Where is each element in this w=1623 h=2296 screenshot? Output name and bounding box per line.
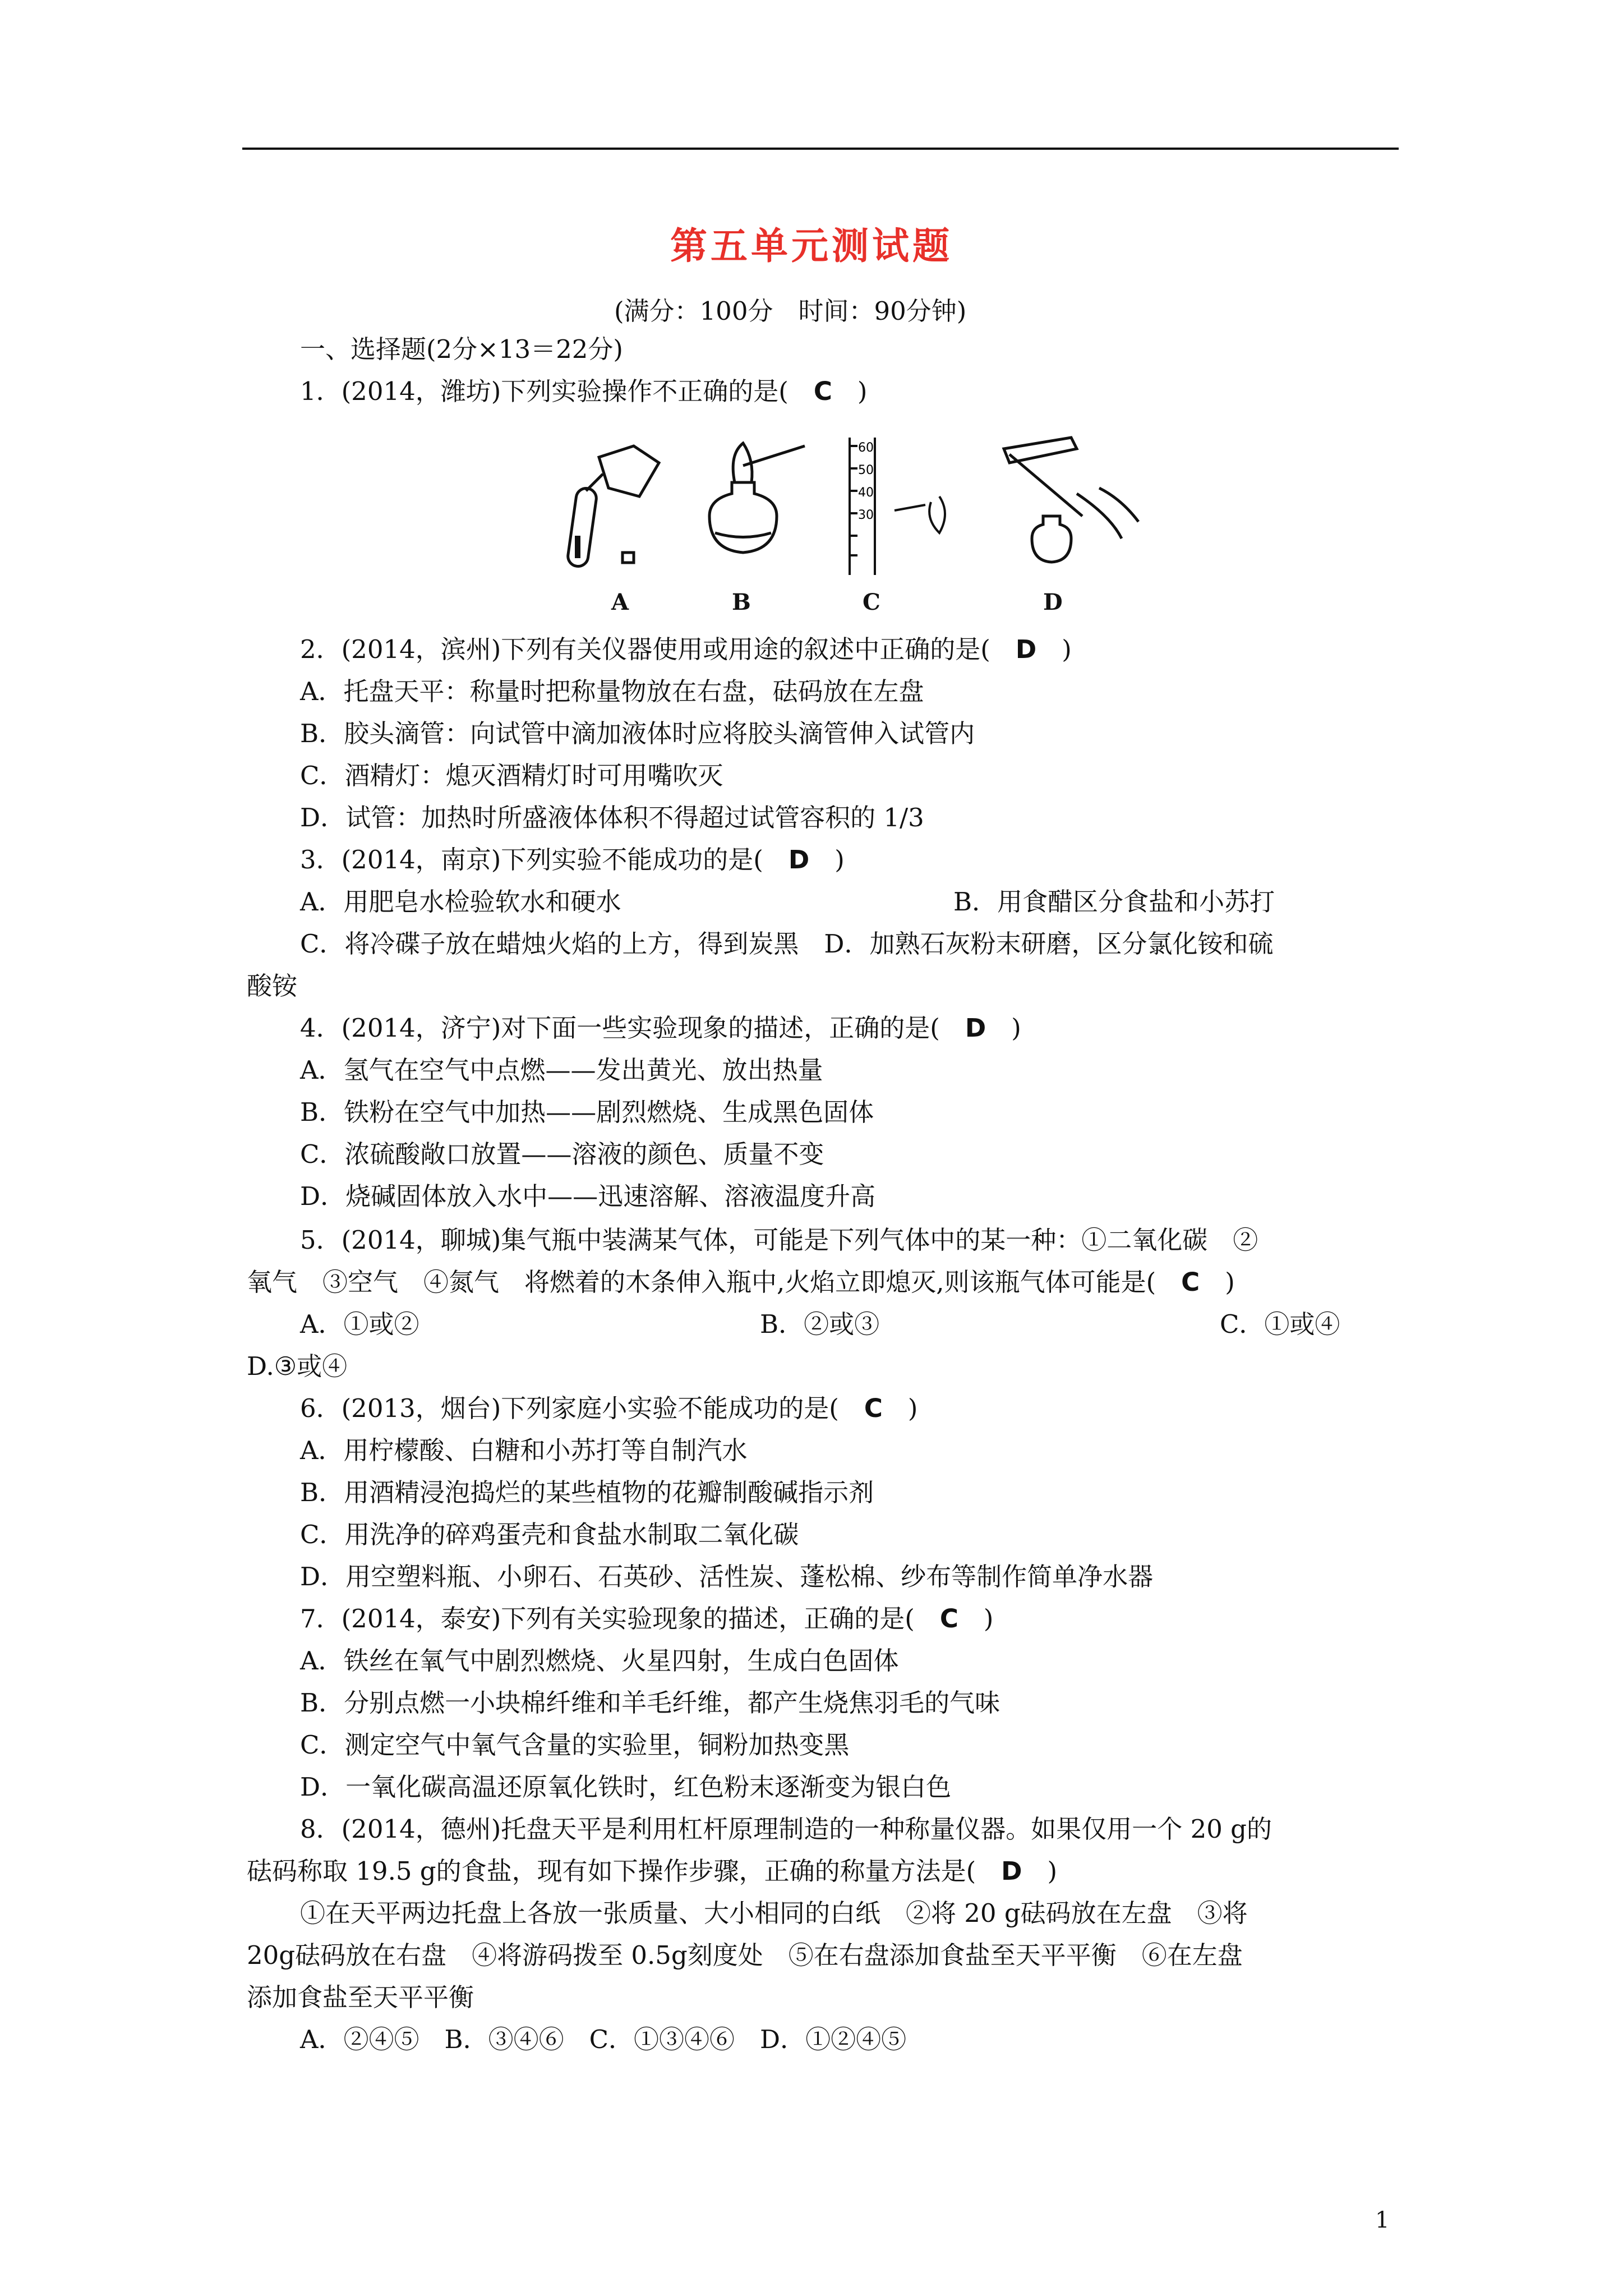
option-c: C．测定空气中氧气含量的实验里，铜粉加热变黑 <box>300 1730 850 1760</box>
question-8-steps-line2: 20g砝码放在右盘 ④将游码拨至 0.5g刻度处 ⑤在右盘添加食盐至天平平衡 ⑥在左盘 <box>247 1940 1243 1970</box>
answer-mark: D <box>965 1013 986 1043</box>
scale-tick-30: 30 <box>858 508 874 522</box>
question-7 <box>300 1604 994 1634</box>
scale-tick-60: 60 <box>858 441 874 455</box>
question-8-steps-line1: ①在天平两边托盘上各放一张质量、大小相同的白纸 ②将 20 g砝码放在左盘 ③将 <box>300 1898 1248 1928</box>
section-heading: 一、选择题(2分×13＝22分) <box>300 334 623 364</box>
question-stem: 3．(2014，南京)下列实验不能成功的是( <box>300 845 789 875</box>
page-title: 第五单元测试题 <box>670 224 953 268</box>
option-b: B．②或③ <box>760 1309 880 1339</box>
option-d: D.③或④ <box>247 1351 348 1381</box>
scale-tick-50: 50 <box>858 463 874 477</box>
answer-mark: C <box>1181 1267 1200 1297</box>
option-c: C．用洗净的碎鸡蛋壳和食盐水制取二氧化碳 <box>300 1520 799 1549</box>
option-b: B．用酒精浸泡捣烂的某些植物的花瓣制酸碱指示剂 <box>300 1478 874 1507</box>
paren-close: ) <box>882 1393 918 1423</box>
option-b: B．分别点燃一小块棉纤维和羊毛纤维，都产生烧焦羽毛的气味 <box>300 1688 1000 1718</box>
answer-mark: C <box>813 376 832 406</box>
question-1 <box>300 376 868 406</box>
figure-label-c: C <box>863 589 880 615</box>
question-8-line1: 8．(2014，德州)托盘天平是利用杠杆原理制造的一种称量仪器。如果仅用一个 20 g的 <box>300 1814 1272 1844</box>
question-2 <box>300 634 1072 664</box>
figure-label-a: A <box>611 589 629 615</box>
option-d: D．烧碱固体放入水中——迅速溶解、溶液温度升高 <box>300 1181 876 1211</box>
subtitle: (满分：100分 时间：90分钟) <box>614 296 967 326</box>
question-stem: 2．(2014，滨州)下列有关仪器使用或用途的叙述中正确的是( <box>300 634 1016 664</box>
question-stem: 1．(2014，潍坊)下列实验操作不正确的是( <box>300 376 814 406</box>
paren-close: ) <box>1036 634 1072 664</box>
option-d-continued: 酸铵 <box>247 971 298 1001</box>
header-rule <box>242 148 1399 150</box>
option-c: C．①或④ <box>1220 1309 1340 1339</box>
question-stem: 4．(2014，济宁)对下面一些实验现象的描述，正确的是( <box>300 1013 965 1043</box>
answer-mark: C <box>864 1393 883 1423</box>
option-d: D．试管：加热时所盛液体体积不得超过试管容积的 1/3 <box>300 803 924 832</box>
answer-mark: D <box>1015 634 1037 664</box>
question-stem: 6．(2013，烟台)下列家庭小实验不能成功的是( <box>300 1393 864 1423</box>
option-b: B．胶头滴管：向试管中滴加液体时应将胶头滴管伸入试管内 <box>300 719 975 748</box>
figure-a-pouring-icon <box>555 435 679 581</box>
paren-close: ) <box>986 1013 1021 1043</box>
question-stem: 砝码称取 19.5 g的食盐，现有如下操作步骤，正确的称量方法是( <box>247 1856 1002 1886</box>
option-c: C．浓硫酸敞口放置——溶液的颜色、质量不变 <box>300 1139 824 1169</box>
option-a: A．氢气在空气中点燃——发出黄光、放出热量 <box>300 1055 823 1085</box>
question-8-steps-line3: 添加食盐至天平平衡 <box>247 1982 474 2012</box>
question-5-line1: 5．(2014，聊城)集气瓶中装满某气体，可能是下列气体中的某一种：①二氧化碳 ② <box>300 1225 1258 1255</box>
paren-close: ) <box>958 1604 994 1634</box>
question-8-line2 <box>247 1858 1057 1884</box>
option-a: A．用柠檬酸、白糖和小苏打等自制汽水 <box>300 1435 748 1465</box>
paren-close: ) <box>1200 1267 1235 1297</box>
paren-close: ) <box>832 376 868 406</box>
option-c: C．酒精灯：熄灭酒精灯时可用嘴吹灭 <box>300 761 723 790</box>
answer-mark: C <box>939 1604 958 1634</box>
question-4 <box>300 1015 1021 1041</box>
option-a: A．铁丝在氧气中剧烈燃烧、火星四射，生成白色固体 <box>300 1646 899 1676</box>
option-a: A．①或② <box>300 1309 419 1339</box>
figure-c-graduated-cylinder-icon <box>841 435 976 581</box>
answer-mark: D <box>1001 1856 1022 1886</box>
option-b: B．用食醋区分食盐和小苏打 <box>953 887 1275 917</box>
option-d: D．用空塑料瓶、小卵石、石英砂、活性炭、蓬松棉、纱布等制作简单净水器 <box>300 1562 1154 1591</box>
paren-close: ) <box>809 845 845 875</box>
scale-tick-40: 40 <box>858 486 874 500</box>
question-6 <box>300 1393 918 1423</box>
page-number: 1 <box>1375 2207 1390 2233</box>
option-c-d: C．将冷碟子放在蜡烛火焰的上方，得到炭黑 D．加熟石灰粉末研磨，区分氯化铵和硫 <box>300 929 1274 959</box>
question-stem: 氧气 ③空气 ④氮气 将燃着的木条伸入瓶中,火焰立即熄灭,则该瓶气体可能是( <box>247 1267 1182 1297</box>
figure-label-d: D <box>1043 589 1063 615</box>
paren-close: ) <box>1022 1856 1058 1886</box>
figure-b-alcohol-lamp-icon <box>676 432 816 583</box>
question-8-options: A．②④⑤ B．③④⑥ C．①③④⑥ D．①②④⑤ <box>300 2024 907 2054</box>
question-5-line2 <box>247 1269 1235 1295</box>
option-d: D．一氧化碳高温还原氧化铁时，红色粉末逐渐变为银白色 <box>300 1772 952 1802</box>
figure-d-heating-test-tube-icon <box>987 432 1155 583</box>
option-a: A．托盘天平：称量时把称量物放在右盘，砝码放在左盘 <box>300 677 924 706</box>
figure-label-b: B <box>732 589 751 615</box>
answer-mark: D <box>788 845 810 875</box>
question-stem: 7．(2014，泰安)下列有关实验现象的描述，正确的是( <box>300 1604 940 1634</box>
option-a: A．用肥皂水检验软水和硬水 <box>300 887 621 917</box>
question-3 <box>300 845 845 875</box>
option-b: B．铁粉在空气中加热——剧烈燃烧、生成黑色固体 <box>300 1097 874 1127</box>
